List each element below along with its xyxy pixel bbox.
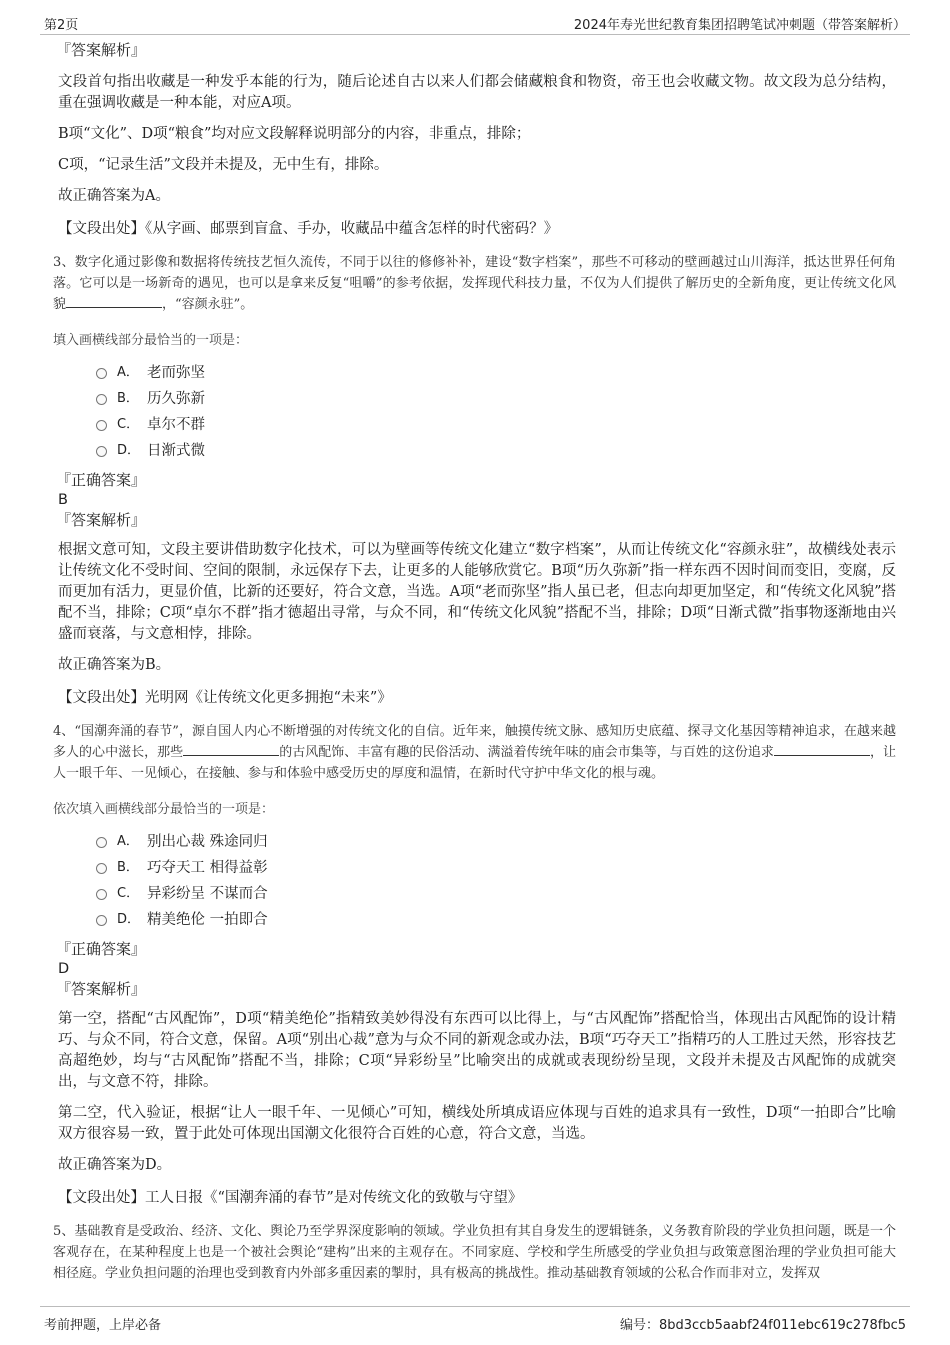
page-number: 第2页: [44, 18, 79, 33]
q3-option-c[interactable]: C． 卓尔不群: [96, 412, 896, 438]
document-code: 编号：8bd3ccb5aabf24f011ebc619c278fbc5: [620, 1318, 906, 1333]
q3-correct-answer: B: [58, 492, 68, 508]
q3-source: 【文段出处】光明网《让传统文化更多拥抱“未来”》: [58, 690, 392, 706]
radio-icon[interactable]: [96, 368, 107, 379]
q4-option-b[interactable]: B． 巧夺天工 相得益彰: [96, 855, 896, 881]
q2-analysis-p1: 文段首句指出收藏是一种发乎本能的行为，随后论述自古以来人们都会储藏粮食和物资，帝王也会收藏文物。故文段为总分结构，重在强调收藏是一种本能，对应A项。: [58, 74, 896, 111]
footer-motto: 考前押题，上岸必备: [44, 1318, 162, 1333]
radio-icon[interactable]: [96, 420, 107, 431]
q4-correct-tag: 『正确答案』: [56, 940, 147, 958]
document-body: [53, 40, 896, 1288]
q5-stem: 5、基础教育是受政治、经济、文化、舆论乃至学界深度影响的领域。学业负担有其自身发生的逻辑链条，义务教育阶段的学业负担问题，既是一个客观存在，在某种程度上也是一个被社会舆论“建构”出来的主观存在。不同家庭、学校和学生所感受的学业负担与政策意图治理的学业负担可能大相径庭。学业负担问题的治理也受到教育内外部多重因素的掣肘，具有极高的挑战性。推动基础教育领域的公私合作而非对立，发挥双: [53, 1224, 896, 1281]
q3-prompt: 填入画横线部分最恰当的一项是：: [53, 333, 249, 348]
radio-icon[interactable]: [96, 837, 107, 848]
q3-correct-tag: 『正确答案』: [56, 471, 147, 489]
document-title: 2024年寿光世纪教育集团招聘笔试冲刺题（带答案解析）: [573, 18, 906, 33]
q3-analysis-tag: 『答案解析』: [56, 511, 147, 529]
q3-option-b[interactable]: B． 历久弥新: [96, 386, 896, 412]
q4-option-a[interactable]: A． 别出心裁 殊途同归: [96, 829, 896, 855]
page-footer: [40, 1306, 910, 1331]
q4-prompt: 依次填入画横线部分最恰当的一项是：: [53, 802, 275, 817]
q4-source: 【文段出处】工人日报《“国潮奔涌的春节”是对传统文化的致敬与守望》: [58, 1190, 523, 1206]
q4-analysis-tag: 『答案解析』: [56, 980, 147, 998]
q2-analysis-p3: C项，“记录生活”文段并未提及，无中生有，排除。: [58, 157, 389, 173]
q4-analysis-p2: 第二空，代入验证，根据“让人一眼千年、一见倾心”可知，横线处所填成语应体现与百姓的追求具有一致性，D项“一拍即合”比喻双方很容易一致，置于此处可体现出国潮文化很符合百姓的心意，符合文意，当选。: [58, 1105, 896, 1142]
q4-stem: 4、“国潮奔涌的春节”，源自国人内心不断增强的对传统文化的自信。近年来，触摸传统文脉、感知历史底蕴、探寻文化基因等精神追求，在越来越多人的心中滋长，那些 的古风配饰、丰富有趣的民俗活动、满溢着传统年味的庙会市集等，与百姓的这份追求 ，让人一眼千年、一见倾心，在接触、参与和体验中感受历史的厚度和温情，在新时代守护中华文化的根与魂。: [53, 724, 896, 781]
q4-options: [96, 829, 896, 933]
q4-analysis-p1: 第一空，搭配“古风配饰”，D项“精美绝伦”指精致美妙得没有东西可以比得上，与“古风配饰”搭配恰当，体现出古风配饰的设计精巧、与众不同，符合文意，保留。A项“别出心裁”意为与众不同的新观念或办法，B项“巧夺天工”指精巧的人工胜过天然，形容技艺高超绝妙，均与“古风配饰”搭配不当，排除；C项“异彩纷呈”比喻突出的成就或表现纷纷呈现，文段并未提及古风配饰的成就突出，与文意不符，排除。: [58, 1011, 896, 1090]
q4-blank-1: [183, 743, 279, 756]
radio-icon[interactable]: [96, 863, 107, 874]
q2-analysis-tag: 『答案解析』: [56, 41, 147, 59]
q2-analysis-p2: B项“文化”、D项“粮食”均对应文段解释说明部分的内容，非重点，排除；: [58, 126, 531, 142]
q3-stem: 3、数字化通过影像和数据将传统技艺恒久流传，不同于以往的修修补补，建设“数字档案”，那些不可移动的壁画越过山川海洋，抵达世界任何角落。它可以是一场新奇的遇见，也可以是拿来反复“咀嚼”的参考依据，发挥现代科技力量，不仅为人们提供了解历史的全新角度，更让传统文化风貌 ，“容颜永驻”。: [53, 255, 896, 312]
q3-option-a[interactable]: A． 老而弥坚: [96, 360, 896, 386]
q3-blank: [66, 295, 162, 308]
q2-answer: 故正确答案为A。: [58, 188, 170, 204]
q4-correct-answer: D: [58, 961, 70, 977]
q4-option-d[interactable]: D． 精美绝伦 一拍即合: [96, 907, 896, 933]
q4-answer: 故正确答案为D。: [58, 1157, 172, 1173]
radio-icon[interactable]: [96, 915, 107, 926]
q3-options: [96, 360, 896, 464]
q4-option-c[interactable]: C． 异彩纷呈 不谋而合: [96, 881, 896, 907]
radio-icon[interactable]: [96, 446, 107, 457]
radio-icon[interactable]: [96, 394, 107, 405]
page-header: [40, 12, 910, 35]
q2-source: 【文段出处】《从字画、邮票到盲盒、手办，收藏品中蕴含怎样的时代密码？》: [58, 221, 559, 237]
q3-option-d[interactable]: D． 日渐式微: [96, 438, 896, 464]
radio-icon[interactable]: [96, 889, 107, 900]
q3-answer: 故正确答案为B。: [58, 657, 171, 673]
q3-analysis-p1: 根据文意可知，文段主要讲借助数字化技术，可以为壁画等传统文化建立“数字档案”，从而让传统文化“容颜永驻”，故横线处表示让传统文化不受时间、空间的限制，永远保存下去，让更多的人能够欣赏它。B项“历久弥新”指一样东西不因时间而变旧，变腐，反而更加有活力，更显价值，比新的还要好，符合文意，当选。A项“老而弥坚”指人虽已老，但志向却更加坚定，和“传统文化风貌”搭配不当，排除；C项“卓尔不群”指才德超出寻常，与众不同，和“传统文化风貌”搭配不当，排除；D项“日渐式微”指事物逐渐地由兴盛而衰落，与文意相悖，排除。: [58, 542, 896, 642]
q4-blank-2: [774, 743, 870, 756]
